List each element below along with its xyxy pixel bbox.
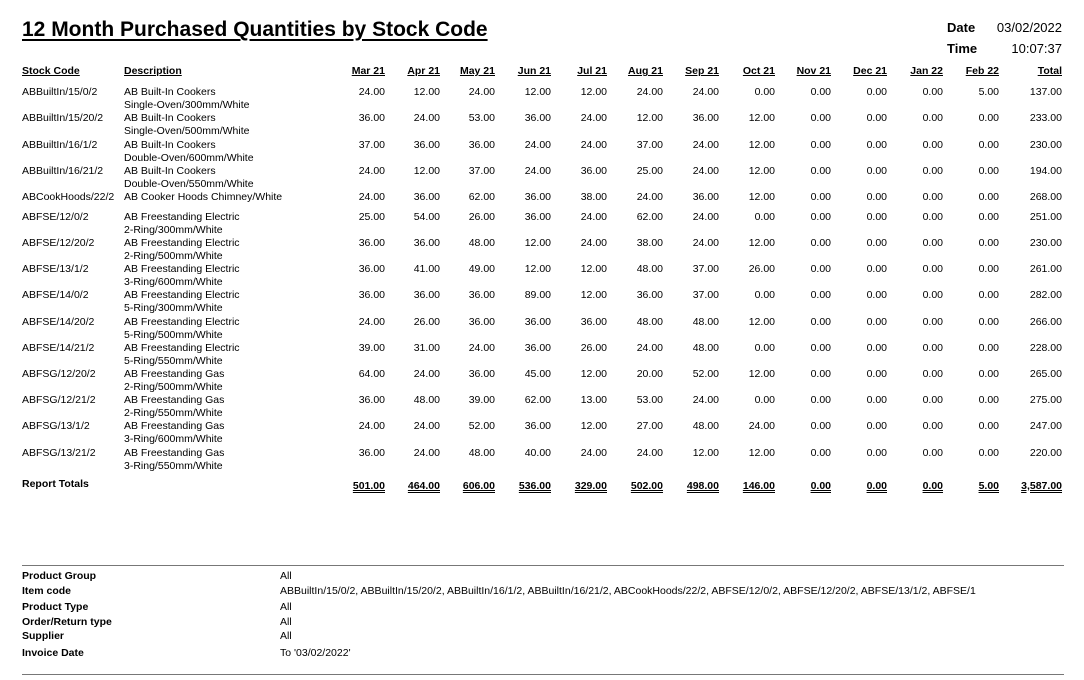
date-label: Date [947, 20, 976, 35]
description-line-2: 2-Ring/550mm/White [124, 407, 223, 419]
quantity-cell: 0.00 [922, 191, 943, 203]
quantity-cell: 24.00 [358, 86, 385, 98]
quantity-cell: 45.00 [524, 368, 551, 380]
stock-code-cell: ABCookHoods/22/2 [22, 191, 115, 203]
quantity-cell: 26.00 [468, 211, 495, 223]
stock-code-cell: ABFSG/12/20/2 [22, 368, 96, 380]
quantity-cell: 0.00 [810, 263, 831, 275]
quantity-cell: 0.00 [866, 139, 887, 151]
quantity-cell: 0.00 [866, 394, 887, 406]
quantity-cell: 24.00 [358, 420, 385, 432]
description-line-1: AB Freestanding Gas [124, 420, 225, 432]
quantity-cell: 36.00 [580, 316, 607, 328]
description-line-2: 5-Ring/300mm/White [124, 302, 223, 314]
footer-divider-top [22, 565, 1064, 566]
quantity-cell: 251.00 [1029, 211, 1062, 223]
quantity-cell: 0.00 [978, 368, 999, 380]
quantity-cell: 230.00 [1029, 237, 1062, 249]
quantity-cell: 36.00 [524, 191, 551, 203]
quantity-cell: 0.00 [810, 237, 831, 249]
quantity-cell: 12.00 [580, 289, 607, 301]
quantity-cell: 12.00 [748, 316, 775, 328]
quantity-cell: 0.00 [922, 316, 943, 328]
month-header: Jan 22 [910, 65, 943, 77]
month-header: Total [1037, 65, 1062, 77]
quantity-cell: 0.00 [810, 139, 831, 151]
quantity-cell: 261.00 [1029, 263, 1062, 275]
total-cell: 3,587.00 [1021, 480, 1062, 492]
quantity-cell: 24.00 [413, 447, 440, 459]
stock-code-cell: ABBuiltIn/16/1/2 [22, 139, 98, 151]
quantity-cell: 24.00 [580, 447, 607, 459]
description-line-1: AB Freestanding Electric [124, 316, 240, 328]
total-cell: 0.00 [810, 480, 831, 492]
description-line-2: 2-Ring/300mm/White [124, 224, 223, 236]
total-cell: 464.00 [407, 480, 440, 492]
quantity-cell: 0.00 [978, 237, 999, 249]
quantity-cell: 233.00 [1029, 112, 1062, 124]
stock-code-cell: ABFSG/13/1/2 [22, 420, 90, 432]
description-line-1: AB Cooker Hoods Chimney/White [124, 191, 283, 203]
quantity-cell: 48.00 [468, 237, 495, 249]
quantity-cell: 26.00 [748, 263, 775, 275]
quantity-cell: 228.00 [1029, 342, 1062, 354]
quantity-cell: 24.00 [692, 211, 719, 223]
stock-code-cell: ABFSG/12/21/2 [22, 394, 96, 406]
quantity-cell: 24.00 [692, 86, 719, 98]
filter-label: Product Group [22, 570, 97, 582]
quantity-cell: 36.00 [358, 289, 385, 301]
quantity-cell: 24.00 [580, 139, 607, 151]
quantity-cell: 26.00 [580, 342, 607, 354]
month-header: Dec 21 [853, 65, 887, 77]
quantity-cell: 0.00 [866, 368, 887, 380]
description-line-1: AB Built-In Cookers [124, 112, 216, 124]
quantity-cell: 0.00 [866, 165, 887, 177]
description-line-2: Double-Oven/600mm/White [124, 152, 254, 164]
quantity-cell: 24.00 [468, 342, 495, 354]
description-line-1: AB Freestanding Electric [124, 237, 240, 249]
quantity-cell: 48.00 [636, 263, 663, 275]
stock-code-cell: ABBuiltIn/15/0/2 [22, 86, 98, 98]
quantity-cell: 12.00 [524, 86, 551, 98]
description-line-1: AB Built-In Cookers [124, 139, 216, 151]
quantity-cell: 0.00 [922, 237, 943, 249]
quantity-cell: 12.00 [580, 263, 607, 275]
quantity-cell: 0.00 [978, 112, 999, 124]
stock-code-cell: ABFSE/14/20/2 [22, 316, 95, 328]
quantity-cell: 220.00 [1029, 447, 1062, 459]
quantity-cell: 24.00 [524, 139, 551, 151]
total-cell: 0.00 [922, 480, 943, 492]
quantity-cell: 24.00 [692, 139, 719, 151]
filter-value: To '03/02/2022' [280, 647, 351, 659]
quantity-cell: 41.00 [413, 263, 440, 275]
quantity-cell: 0.00 [754, 211, 775, 223]
description-line-2: 2-Ring/500mm/White [124, 250, 223, 262]
quantity-cell: 89.00 [524, 289, 551, 301]
description-line-2: Single-Oven/300mm/White [124, 99, 250, 111]
quantity-cell: 0.00 [754, 342, 775, 354]
quantity-cell: 265.00 [1029, 368, 1062, 380]
quantity-cell: 53.00 [468, 112, 495, 124]
total-cell: 501.00 [352, 480, 385, 492]
stock-code-cell: ABFSE/14/21/2 [22, 342, 95, 354]
total-cell: 329.00 [574, 480, 607, 492]
quantity-cell: 0.00 [922, 420, 943, 432]
stock-code-cell: ABFSE/12/20/2 [22, 237, 95, 249]
quantity-cell: 37.00 [692, 263, 719, 275]
quantity-cell: 0.00 [922, 165, 943, 177]
total-cell: 498.00 [686, 480, 719, 492]
total-cell: 5.00 [978, 480, 999, 492]
month-header: Sep 21 [685, 65, 719, 77]
quantity-cell: 0.00 [866, 289, 887, 301]
quantity-cell: 24.00 [413, 112, 440, 124]
quantity-cell: 0.00 [922, 139, 943, 151]
quantity-cell: 64.00 [358, 368, 385, 380]
date-value: 03/02/2022 [996, 20, 1062, 35]
quantity-cell: 0.00 [754, 86, 775, 98]
quantity-cell: 0.00 [978, 447, 999, 459]
quantity-cell: 12.00 [413, 165, 440, 177]
quantity-cell: 266.00 [1029, 316, 1062, 328]
quantity-cell: 48.00 [636, 316, 663, 328]
description-line-1: AB Freestanding Gas [124, 368, 225, 380]
quantity-cell: 12.00 [748, 191, 775, 203]
quantity-cell: 40.00 [524, 447, 551, 459]
quantity-cell: 0.00 [978, 420, 999, 432]
quantity-cell: 0.00 [866, 112, 887, 124]
quantity-cell: 0.00 [810, 112, 831, 124]
quantity-cell: 0.00 [810, 211, 831, 223]
quantity-cell: 12.00 [748, 368, 775, 380]
report-title: 12 Month Purchased Quantities by Stock Code [22, 18, 488, 41]
description-line-1: AB Built-In Cookers [124, 86, 216, 98]
month-header: Jul 21 [577, 65, 607, 77]
quantity-cell: 0.00 [922, 342, 943, 354]
quantity-cell: 24.00 [636, 342, 663, 354]
quantity-cell: 230.00 [1029, 139, 1062, 151]
quantity-cell: 0.00 [978, 165, 999, 177]
quantity-cell: 36.00 [413, 139, 440, 151]
filter-label: Order/Return type [22, 616, 112, 628]
quantity-cell: 24.00 [692, 394, 719, 406]
quantity-cell: 24.00 [580, 237, 607, 249]
time-value: 10:07:37 [1011, 41, 1062, 56]
quantity-cell: 36.00 [524, 112, 551, 124]
quantity-cell: 13.00 [580, 394, 607, 406]
quantity-cell: 0.00 [754, 394, 775, 406]
quantity-cell: 39.00 [468, 394, 495, 406]
quantity-cell: 52.00 [468, 420, 495, 432]
month-header: Aug 21 [627, 65, 663, 77]
quantity-cell: 0.00 [978, 342, 999, 354]
quantity-cell: 27.00 [636, 420, 663, 432]
quantity-cell: 36.00 [524, 420, 551, 432]
description-line-2: 3-Ring/600mm/White [124, 276, 223, 288]
month-header: Nov 21 [796, 65, 831, 77]
quantity-cell: 275.00 [1029, 394, 1062, 406]
description-line-1: AB Freestanding Electric [124, 263, 240, 275]
month-header: Jun 21 [517, 65, 551, 77]
quantity-cell: 24.00 [413, 420, 440, 432]
filter-value: All [280, 601, 292, 613]
quantity-cell: 24.00 [358, 165, 385, 177]
quantity-cell: 36.00 [413, 191, 440, 203]
quantity-cell: 0.00 [978, 139, 999, 151]
quantity-cell: 36.00 [468, 316, 495, 328]
quantity-cell: 0.00 [810, 289, 831, 301]
report-totals-label: Report Totals [22, 478, 89, 490]
description-line-2: Single-Oven/500mm/White [124, 125, 250, 137]
quantity-cell: 26.00 [413, 316, 440, 328]
quantity-cell: 0.00 [922, 263, 943, 275]
quantity-cell: 48.00 [413, 394, 440, 406]
quantity-cell: 0.00 [810, 342, 831, 354]
quantity-cell: 38.00 [580, 191, 607, 203]
stock-code-header: Stock Code [22, 65, 80, 77]
stock-code-cell: ABBuiltIn/16/21/2 [22, 165, 104, 177]
description-line-1: AB Freestanding Electric [124, 211, 240, 223]
quantity-cell: 48.00 [692, 420, 719, 432]
filter-label: Product Type [22, 601, 89, 613]
quantity-cell: 0.00 [810, 316, 831, 328]
description-line-1: AB Freestanding Electric [124, 342, 240, 354]
quantity-cell: 48.00 [692, 342, 719, 354]
stock-code-cell: ABBuiltIn/15/20/2 [22, 112, 104, 124]
description-line-1: AB Freestanding Gas [124, 394, 225, 406]
description-line-2: 3-Ring/550mm/White [124, 460, 223, 472]
quantity-cell: 12.00 [748, 447, 775, 459]
quantity-cell: 0.00 [810, 447, 831, 459]
month-header: Apr 21 [407, 65, 440, 77]
quantity-cell: 24.00 [413, 368, 440, 380]
quantity-cell: 0.00 [866, 86, 887, 98]
quantity-cell: 37.00 [468, 165, 495, 177]
stock-code-cell: ABFSG/13/21/2 [22, 447, 96, 459]
quantity-cell: 37.00 [636, 139, 663, 151]
quantity-cell: 194.00 [1029, 165, 1062, 177]
quantity-cell: 36.00 [358, 112, 385, 124]
quantity-cell: 12.00 [413, 86, 440, 98]
quantity-cell: 0.00 [978, 263, 999, 275]
quantity-cell: 0.00 [922, 112, 943, 124]
description-line-2: Double-Oven/550mm/White [124, 178, 254, 190]
quantity-cell: 0.00 [810, 165, 831, 177]
quantity-cell: 12.00 [748, 139, 775, 151]
quantity-cell: 24.00 [468, 86, 495, 98]
quantity-cell: 0.00 [810, 394, 831, 406]
total-cell: 146.00 [742, 480, 775, 492]
quantity-cell: 25.00 [636, 165, 663, 177]
month-header: May 21 [459, 65, 495, 77]
stock-code-cell: ABFSE/12/0/2 [22, 211, 89, 223]
quantity-cell: 0.00 [922, 368, 943, 380]
total-cell: 606.00 [462, 480, 495, 492]
quantity-cell: 0.00 [866, 316, 887, 328]
quantity-cell: 24.00 [524, 165, 551, 177]
quantity-cell: 282.00 [1029, 289, 1062, 301]
quantity-cell: 62.00 [636, 211, 663, 223]
quantity-cell: 31.00 [413, 342, 440, 354]
description-line-2: 5-Ring/500mm/White [124, 329, 223, 341]
quantity-cell: 12.00 [748, 112, 775, 124]
quantity-cell: 268.00 [1029, 191, 1062, 203]
quantity-cell: 12.00 [524, 263, 551, 275]
quantity-cell: 0.00 [866, 191, 887, 203]
quantity-cell: 12.00 [580, 420, 607, 432]
quantity-cell: 36.00 [413, 237, 440, 249]
quantity-cell: 37.00 [358, 139, 385, 151]
quantity-cell: 0.00 [978, 211, 999, 223]
quantity-cell: 36.00 [358, 447, 385, 459]
quantity-cell: 12.00 [580, 368, 607, 380]
quantity-cell: 0.00 [978, 394, 999, 406]
filter-value: All [280, 630, 292, 642]
quantity-cell: 36.00 [358, 394, 385, 406]
quantity-cell: 62.00 [524, 394, 551, 406]
quantity-cell: 0.00 [866, 342, 887, 354]
quantity-cell: 0.00 [978, 316, 999, 328]
quantity-cell: 54.00 [413, 211, 440, 223]
quantity-cell: 12.00 [524, 237, 551, 249]
quantity-cell: 12.00 [636, 112, 663, 124]
month-header: Feb 22 [965, 65, 999, 77]
quantity-cell: 36.00 [580, 165, 607, 177]
quantity-cell: 24.00 [692, 237, 719, 249]
quantity-cell: 0.00 [810, 86, 831, 98]
stock-code-cell: ABFSE/13/1/2 [22, 263, 89, 275]
description-header: Description [124, 65, 182, 77]
quantity-cell: 0.00 [810, 368, 831, 380]
quantity-cell: 0.00 [866, 211, 887, 223]
quantity-cell: 5.00 [978, 86, 999, 98]
quantity-cell: 12.00 [748, 237, 775, 249]
quantity-cell: 24.00 [580, 112, 607, 124]
quantity-cell: 37.00 [692, 289, 719, 301]
quantity-cell: 0.00 [922, 447, 943, 459]
time-label: Time [947, 41, 978, 56]
quantity-cell: 12.00 [580, 86, 607, 98]
description-line-2: 3-Ring/600mm/White [124, 433, 223, 445]
quantity-cell: 247.00 [1029, 420, 1062, 432]
stock-code-cell: ABFSE/14/0/2 [22, 289, 89, 301]
quantity-cell: 0.00 [754, 289, 775, 301]
quantity-cell: 24.00 [636, 86, 663, 98]
quantity-cell: 48.00 [692, 316, 719, 328]
filter-value: All [280, 570, 292, 582]
quantity-cell: 36.00 [468, 289, 495, 301]
quantity-cell: 36.00 [636, 289, 663, 301]
quantity-cell: 0.00 [922, 394, 943, 406]
description-line-2: 2-Ring/500mm/White [124, 381, 223, 393]
quantity-cell: 137.00 [1029, 86, 1062, 98]
footer-divider-bottom [22, 674, 1064, 675]
total-cell: 502.00 [630, 480, 663, 492]
quantity-cell: 0.00 [866, 237, 887, 249]
total-cell: 536.00 [518, 480, 551, 492]
quantity-cell: 62.00 [468, 191, 495, 203]
quantity-cell: 24.00 [692, 165, 719, 177]
quantity-cell: 0.00 [978, 191, 999, 203]
quantity-cell: 39.00 [358, 342, 385, 354]
total-cell: 0.00 [866, 480, 887, 492]
quantity-cell: 0.00 [866, 447, 887, 459]
quantity-cell: 36.00 [692, 112, 719, 124]
quantity-cell: 36.00 [524, 211, 551, 223]
quantity-cell: 36.00 [524, 316, 551, 328]
quantity-cell: 24.00 [748, 420, 775, 432]
filter-label: Invoice Date [22, 647, 84, 659]
quantity-cell: 36.00 [524, 342, 551, 354]
quantity-cell: 0.00 [810, 420, 831, 432]
quantity-cell: 0.00 [866, 263, 887, 275]
quantity-cell: 36.00 [468, 139, 495, 151]
quantity-cell: 20.00 [636, 368, 663, 380]
quantity-cell: 52.00 [692, 368, 719, 380]
filter-value: All [280, 616, 292, 628]
filter-label: Supplier [22, 630, 65, 642]
description-line-1: AB Freestanding Gas [124, 447, 225, 459]
quantity-cell: 36.00 [358, 237, 385, 249]
quantity-cell: 24.00 [358, 316, 385, 328]
quantity-cell: 36.00 [358, 263, 385, 275]
quantity-cell: 0.00 [922, 86, 943, 98]
quantity-cell: 0.00 [866, 420, 887, 432]
quantity-cell: 49.00 [468, 263, 495, 275]
description-line-1: AB Freestanding Electric [124, 289, 240, 301]
quantity-cell: 53.00 [636, 394, 663, 406]
quantity-cell: 24.00 [636, 447, 663, 459]
filter-value: ABBuiltIn/15/0/2, ABBuiltIn/15/20/2, ABBuiltIn/16/1/2, ABBuiltIn/16/21/2, ABCookHoods/22/2, ABFSE/12/0/2, ABFSE/12/20/2, ABFSE/13/1/2, ABFSE/1 [280, 585, 976, 597]
quantity-cell: 24.00 [636, 191, 663, 203]
quantity-cell: 12.00 [692, 447, 719, 459]
quantity-cell: 24.00 [580, 211, 607, 223]
quantity-cell: 48.00 [468, 447, 495, 459]
quantity-cell: 36.00 [692, 191, 719, 203]
quantity-cell: 0.00 [922, 289, 943, 301]
quantity-cell: 0.00 [810, 191, 831, 203]
month-header: Mar 21 [351, 65, 385, 77]
month-header: Oct 21 [742, 65, 775, 77]
description-line-2: 5-Ring/550mm/White [124, 355, 223, 367]
quantity-cell: 0.00 [922, 211, 943, 223]
quantity-cell: 25.00 [358, 211, 385, 223]
filter-label: Item code [22, 585, 72, 597]
quantity-cell: 38.00 [636, 237, 663, 249]
quantity-cell: 12.00 [748, 165, 775, 177]
description-line-1: AB Built-In Cookers [124, 165, 216, 177]
quantity-cell: 0.00 [978, 289, 999, 301]
quantity-cell: 24.00 [358, 191, 385, 203]
quantity-cell: 36.00 [468, 368, 495, 380]
quantity-cell: 36.00 [413, 289, 440, 301]
